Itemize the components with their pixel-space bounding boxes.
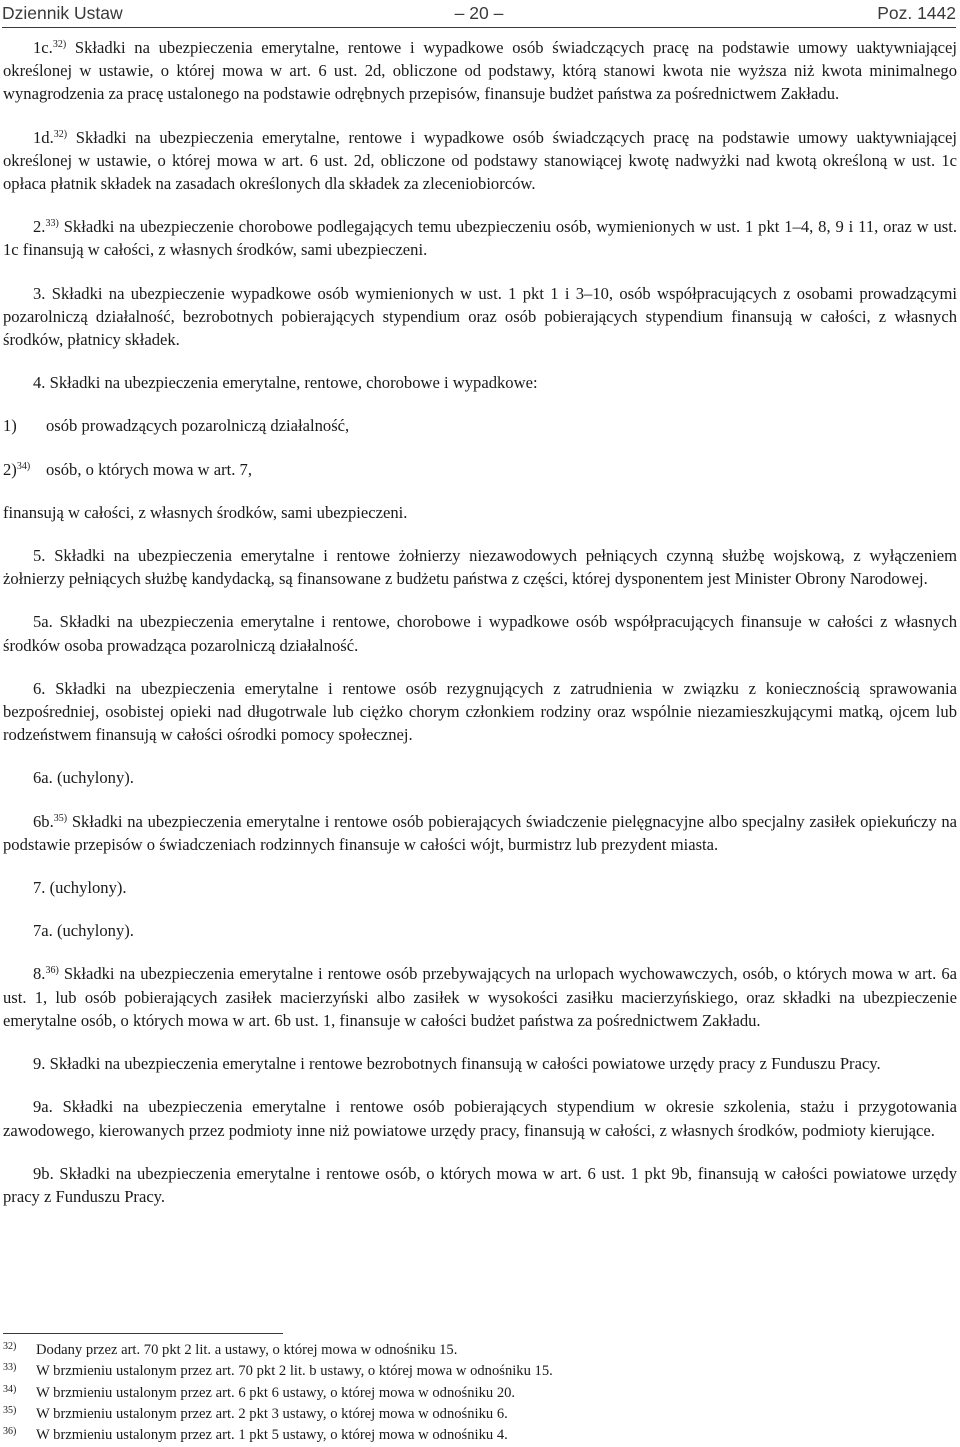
footnote-number: 34) bbox=[3, 1383, 17, 1395]
document-body bbox=[3, 36, 957, 1228]
paragraph-9 bbox=[3, 1052, 957, 1075]
header-rule bbox=[2, 27, 956, 28]
paragraph-2 bbox=[3, 215, 957, 261]
paragraph-label: 3. bbox=[33, 283, 46, 303]
paragraph-text: Składki na ubezpieczenia emerytalne, rentowe, chorobowe i wypadkowe: bbox=[49, 373, 538, 393]
list-item-2 bbox=[3, 458, 957, 481]
paragraph-text: Składki na ubezpieczenia emerytalne i rentowe osób, o których mowa w art. 6 ust. 1 pkt 9b, finansują w całości powiatowe urzędy pracy z Funduszu Pracy. bbox=[3, 1163, 957, 1206]
paragraph-text: Składki na ubezpieczenia emerytalne i rentowe osób pobierających świadczenie pielęgnacyjne albo specjalny zasiłek opiekuńczy na podstawie przepisów o świadczeniach rodzinnych finansuje w całości wójt, burmistrz lub prezydent miasta. bbox=[3, 811, 957, 854]
list-item-text: osób prowadzących pozarolniczą działalność, bbox=[46, 416, 350, 436]
page-header bbox=[2, 2, 956, 28]
paragraph-label: 5. bbox=[33, 546, 46, 566]
paragraph-text: Składki na ubezpieczenia emerytalne i rentowe żołnierzy niezawodowych pełniących czynną służbę wojskową, z wyłączeniem żołnierzy pełniących służbę kandydacką, są finansowane z budżetu państwa z części, której dysponentem jest Minister Obrony Narodowej. bbox=[3, 546, 958, 589]
paragraph-text: Składki na ubezpieczenia emerytalne i rentowe, chorobowe i wypadkowe osób współpracujących finansuje w całości z własnych środków osoba prowadząca pozarolniczą działalność. bbox=[3, 612, 957, 655]
footnote-ref: 35) bbox=[53, 812, 68, 824]
footnote-text: W brzmieniu ustalonym przez art. 6 pkt 6 ustawy, o której mowa w odnośniku 20. bbox=[36, 1384, 516, 1401]
paragraph-label: 4. bbox=[33, 373, 46, 393]
paragraph-3 bbox=[3, 282, 957, 352]
list-item-label: 1) bbox=[3, 416, 17, 436]
paragraph-text: Składki na ubezpieczenie wypadkowe osób wymienionych w ust. 1 pkt 1 i 3–10, osób współpracujących z osobami prowadzącymi pozarolniczą działalność, bezrobotnych pobierających stypendium oraz osób pobierających stypendium finansują w całości, z własnych środków, płatnicy składek. bbox=[3, 283, 957, 350]
footnote-text: W brzmieniu ustalonym przez art. 70 pkt 2 lit. b ustawy, o której mowa w odnośniku 15. bbox=[36, 1363, 553, 1380]
paragraph-text: (uchylony). bbox=[49, 878, 127, 898]
paragraph-text: Składki na ubezpieczenia emerytalne i rentowe bezrobotnych finansują w całości powiatowe urzędy pracy z Funduszu Pracy. bbox=[49, 1054, 881, 1074]
list-item-label: 2)$^{34)}$ bbox=[3, 459, 31, 479]
paragraph-7 bbox=[3, 876, 957, 899]
footnote-ref: 33) bbox=[45, 218, 59, 230]
paragraph-7a bbox=[3, 919, 957, 942]
footnote bbox=[3, 1425, 957, 1446]
paragraph-label: 6b. bbox=[33, 811, 54, 831]
paragraph-6 bbox=[3, 677, 957, 747]
paragraph-label: 8. bbox=[33, 964, 46, 984]
list-item-1 bbox=[3, 414, 957, 437]
paragraph-label: 1c. bbox=[33, 38, 53, 57]
paragraph-6a bbox=[3, 766, 957, 789]
paragraph-text: (uchylony). bbox=[56, 921, 134, 941]
footnote-ref: 36) bbox=[45, 965, 59, 977]
paragraph-label: 1d. bbox=[33, 127, 54, 147]
paragraph-label: 7. bbox=[33, 878, 46, 898]
paragraph-label: 9. bbox=[33, 1054, 46, 1074]
footnote-number: 33) bbox=[3, 1362, 17, 1374]
paragraph-text: Składki na ubezpieczenia emerytalne i rentowe osób pobierających stypendium w okresie szkolenia, stażu i przygotowania zawodowego, kierowanych przez podmioty inne niż powiatowe urzędy pracy, finansują w całości, z własnych środków, podmioty kierujące. bbox=[3, 1097, 957, 1140]
paragraph-1d bbox=[3, 126, 957, 196]
page-number: – 20 – bbox=[454, 3, 504, 23]
paragraph-label: 6. bbox=[33, 678, 46, 698]
paragraph-label: 9b. bbox=[33, 1163, 54, 1183]
footnote bbox=[3, 1383, 957, 1404]
paragraph-4-tail: finansują w całości, z własnych środków, sami ubezpieczeni. bbox=[3, 502, 408, 522]
footnote-number: 35) bbox=[3, 1404, 17, 1416]
paragraph-label: 7a. bbox=[33, 921, 53, 941]
paragraph-9b bbox=[3, 1162, 957, 1208]
footnote-text: W brzmieniu ustalonym przez art. 1 pkt 5 ustawy, o której mowa w odnośniku 4. bbox=[36, 1427, 508, 1444]
footnote-text: W brzmieniu ustalonym przez art. 2 pkt 3 ustawy, o której mowa w odnośniku 6. bbox=[36, 1405, 508, 1422]
paragraph-6b bbox=[3, 810, 957, 856]
paragraph-text: Składki na ubezpieczenia emerytalne i rentowe osób rezygnujących z zatrudnienia w związku z koniecznością sprawowania bezpośredniej, osobistej opieki nad długotrwale lub ciężko chorym członkiem rodziny oraz wspólnie niezamieszkującymi matką, ojcem lub rodzeństwem finansują w całości ośrodki pomocy społecznej. bbox=[3, 678, 957, 745]
footnote bbox=[3, 1340, 957, 1361]
paragraph-9a bbox=[3, 1095, 957, 1141]
position-number: Poz. 1442 bbox=[877, 3, 956, 23]
paragraph-label: 2. bbox=[33, 217, 46, 237]
footnote-ref: 32) bbox=[53, 128, 68, 140]
footnote-text: Dodany przez art. 70 pkt 2 lit. a ustawy, o której mowa w odnośniku 15. bbox=[36, 1342, 458, 1358]
paragraph-text: (uchylony). bbox=[56, 768, 134, 788]
paragraph-4 bbox=[3, 371, 957, 394]
list-item-text: osób, o których mowa w art. 7, bbox=[46, 459, 253, 479]
footnote-ref: 34) bbox=[16, 460, 31, 472]
paragraph-5a bbox=[3, 610, 957, 656]
footnote bbox=[3, 1361, 957, 1382]
footnote-rule bbox=[3, 1333, 283, 1334]
paragraph-label: 6a. bbox=[33, 768, 53, 788]
paragraph-5 bbox=[3, 544, 957, 590]
journal-title: Dziennik Ustaw bbox=[2, 3, 123, 23]
paragraph-text: Składki na ubezpieczenia emerytalne i rentowe osób przebywających na urlopach wychowawczych, osób, o których mowa w art. 6a ust. 1, lub osób pobierających zasiłek macierzyński albo zasiłek w wysokości zasiłku macierzyńskiego, oraz składki na ubezpieczenie emerytalne osób, o których mowa w art. 6b ust. 1, finansuje w całości budżet państwa za pośrednictwem Zakładu. bbox=[3, 964, 957, 1030]
paragraph-1c bbox=[3, 36, 957, 106]
paragraph-label: 9a. bbox=[33, 1097, 53, 1117]
footnote-number: 36) bbox=[3, 1426, 17, 1438]
paragraph-text: Składki na ubezpieczenia emerytalne, rentowe i wypadkowe osób świadczących pracę na podstawie umowy uaktywniającej określonej w ustawie, o której mowa w art. 6 ust. 2d, obliczone od podstawy, którą stanowi kwota nie wyższa niż kwota minimalnego wynagrodzenia za pracę ustalonego na podstawie odrębnych przepisów, finansuje budżet państwa za pośrednictwem Zakładu. bbox=[3, 38, 957, 104]
paragraph-label: 5a. bbox=[33, 612, 53, 632]
paragraph-8 bbox=[3, 962, 957, 1032]
footnote-ref: 32) bbox=[52, 39, 67, 50]
paragraph-text: Składki na ubezpieczenia emerytalne, rentowe i wypadkowe osób świadczących pracę na podstawie umowy uaktywniającej określonej w ustawie, o której mowa w art. 6 ust. 2d, obliczone od podstawy stanowiącej kwotę nadwyżki nad kwotą określoną w ust. 1c opłaca płatnik składek na zasadach określonych dla składek za zleceniobiorców. bbox=[3, 127, 957, 194]
footnote bbox=[3, 1404, 957, 1425]
footnote-number: 32) bbox=[3, 1341, 17, 1352]
paragraph-text: Składki na ubezpieczenie chorobowe podlegających temu ubezpieczeniu osób, wymienionych w ust. 1 pkt 1–4, 8, 9 i 11, oraz w ust. 1c finansują w całości, z własnych środków, sami ubezpieczeni. bbox=[3, 217, 957, 260]
footnotes bbox=[3, 1340, 957, 1446]
